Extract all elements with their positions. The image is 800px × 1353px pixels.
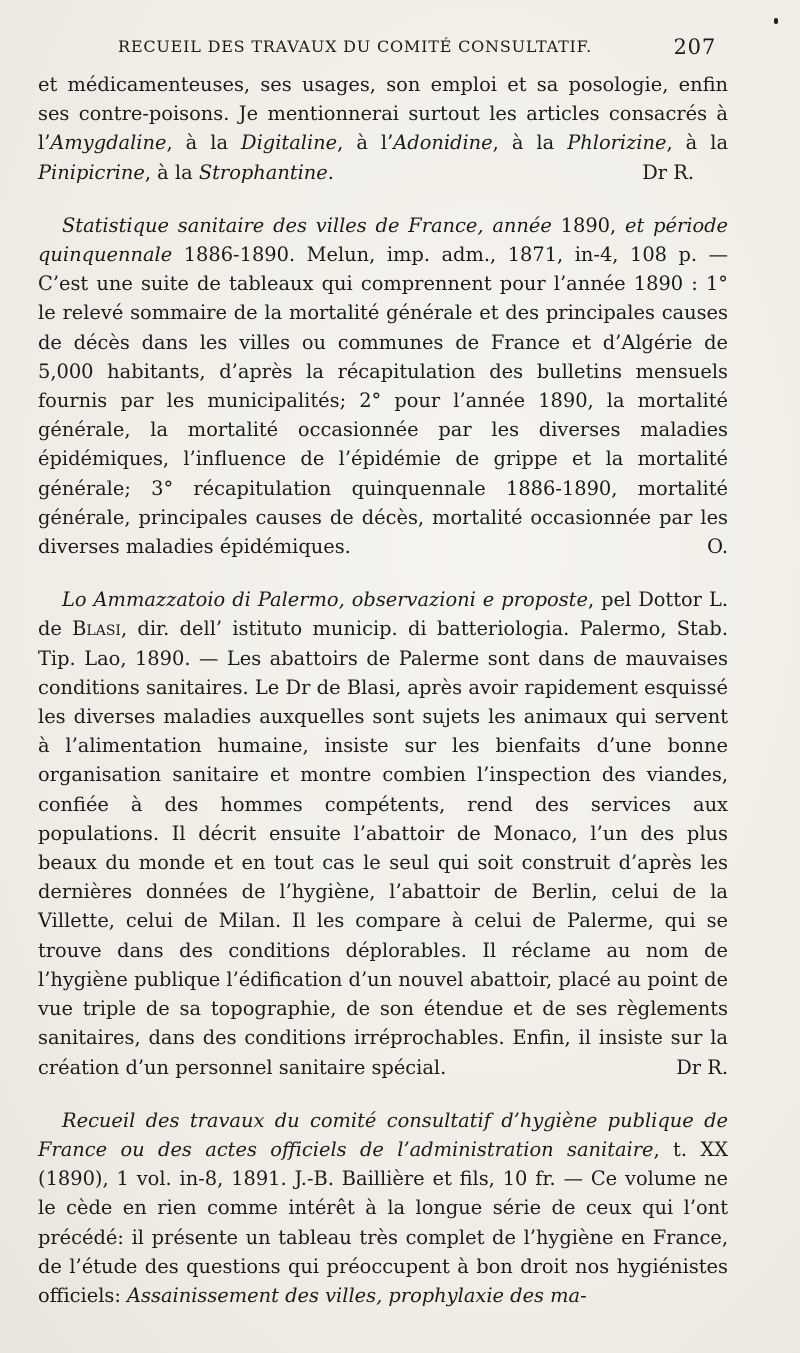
paragraph-text: 1890, (551, 213, 625, 237)
paragraph-text: 1886-1890. Melun, imp. adm., 1871, in-4, 108 p. — C’est une suite de tableaux qui comprennent pour l’année 1890 : 1° le relevé sommaire de la mortalité générale et des principales causes de décès dans les villes ou communes de France et d’Algérie de 5,000 habitants, d’après la récapitulation des bulletins mensuels fournis par les municipalités; 2° pour l’année 1890, la mortalité générale, la mortalité occasionnée par les diverses maladies épidémiques, l’influence de l’épidémie de grippe et la mortalité générale; 3° récapitulation quinquennale 1886-1890, mortalité générale, principales causes de décès, mortalité occasionnée par les diverses maladies épidémiques. (38, 243, 728, 559)
italic-text: Phlorizine (567, 131, 667, 155)
italic-text: et période quinquennale (38, 213, 729, 267)
paragraph-text: , pel Dottor L. de (38, 588, 728, 641)
article-signature: Dr R. (642, 160, 694, 184)
running-header (118, 30, 716, 64)
italic-text: Pinipicrine (38, 160, 145, 184)
paragraph-text: , dir. dell’ istituto municip. di batteriologia. Palermo, Stab. Tip. Lao, 1890. — Les abattoirs de Palerme sont dans de mauvaises conditions sanitaires. Le Dr de Blasi, après avoir rapidement esquissé les diverses maladies auxquelles sont sujets les animaux qui servent à l’alimentation humaine, insiste sur les bienfaits d’une bonne organisation sanitaire et montre combien l’inspection des viandes, confiée à des hommes compétents, rend des services aux populations. Il décrit ensuite l’abattoir de Monaco, l’un des plus beaux du monde et en tout cas le seul qui soit construit d’après les dernières données de l’hygiène, l’abattoir de Berlin, celui de la Villette, celui de Milan. Il les compare à celui de Palerme, qui se trouve dans des conditions déplorables. Il réclame au nom de l’hygiène publique l’édification d’un nouvel abattoir, placé au point de vue triple de sa topographie, de son étendue et de ses règlements sanitaires, dans des conditions irréprochables. Enfin, il insiste sur la création d’un personnel sanitaire spécial. (38, 617, 728, 1079)
article-signature: O. (707, 535, 728, 559)
italic-text: Amygdaline (50, 131, 167, 155)
running-title: RECUEIL DES TRAVAUX DU COMITÉ CONSULTATIF. (118, 37, 592, 56)
body-text (38, 70, 728, 1310)
paragraph-text: , à l’ (337, 131, 394, 155)
article-signature: Dr R. (676, 1055, 728, 1079)
article-paragraph (38, 1106, 728, 1310)
paragraph-text: Blasi (72, 617, 121, 641)
paragraph-text: , à la (666, 131, 728, 155)
italic-text: Strophantine (198, 160, 328, 184)
paragraph-text: , t. XX (1890), 1 vol. in-8, 1891. J.-B. Baillière et fils, 10 fr. — Ce volume ne le cède en rien comme intérêt à la longue série de ceux qui l’ont précédé: il présente un tableau très complet de l’hygiène en France, de l’étude des questions qui préoccupent à bon droit nos hygiénistes officiels: (38, 1137, 729, 1307)
paragraph-text: . (327, 160, 334, 184)
article-paragraph (38, 70, 728, 187)
italic-text: Lo Ammazzatoio di Palermo, observazioni e proposte (62, 588, 588, 612)
paragraph-text: , à la (144, 160, 199, 184)
italic-text: Recueil des travaux du comité consultatif d’hygiène publique de France ou des actes officiels de l’administration sanitaire (38, 1108, 728, 1161)
article-paragraph (38, 585, 728, 1081)
italic-text: Assainissement des villes, prophylaxie des ma- (127, 1283, 587, 1307)
page-number: 207 (673, 35, 716, 59)
paragraph-text: , à la (166, 131, 242, 155)
ink-speck (774, 18, 778, 24)
italic-text: Statistique sanitaire des villes de France, année (62, 213, 552, 237)
paragraph-text: , à la (492, 131, 568, 155)
article-paragraph (38, 211, 728, 561)
italic-text: Digitaline (241, 131, 338, 155)
italic-text: Adonidine (393, 131, 493, 155)
paragraph-text: et médicamenteuses, ses usages, son emploi et sa posologie, enfin ses contre-poisons. Je mentionnerai surtout les articles consacrés à l’ (38, 73, 728, 155)
